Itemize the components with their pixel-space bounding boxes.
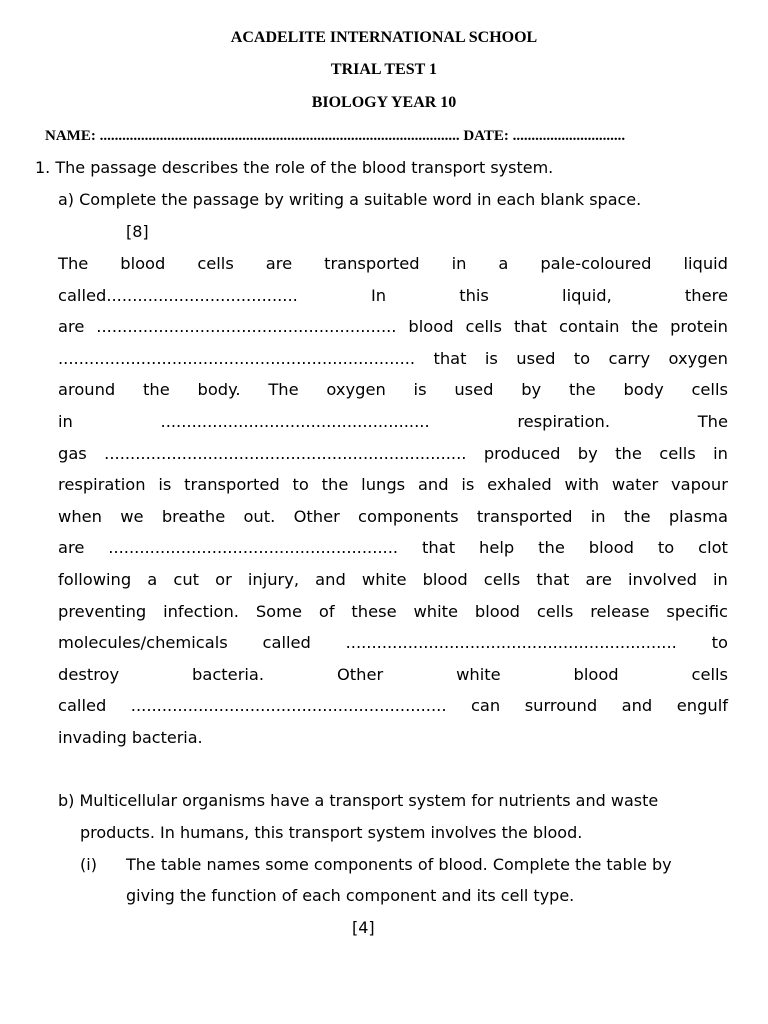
passage-word: the [143,380,170,400]
passage-word: specific [666,601,728,621]
passage-word: in [713,570,728,589]
passage-word: preventing [58,601,147,621]
passage-word: white [456,664,501,684]
passage-word: ..................................................................... [58,348,416,368]
passage-line [58,380,728,399]
question-1-stem: 1. The passage describes the role of the blood transport system. [35,158,554,177]
passage-word: gas [58,443,87,463]
passage-line [58,633,728,652]
passage-word: transported [324,254,420,273]
passage-word: liquid, [562,285,612,305]
passage-word: the [623,506,651,526]
passage-word: vapour [670,475,728,495]
passage-line [58,317,728,336]
passage-word: blood [588,538,634,558]
passage-word: surround [524,696,598,716]
passage-word: molecules/chemicals [58,633,228,653]
passage-word: injury, [247,570,300,589]
passage-word: these [351,601,397,621]
passage-word: a [147,570,158,589]
passage-line [58,665,728,684]
passage-word: can [470,696,501,716]
passage-word: is [461,475,475,495]
passage-word: oxygen [326,380,386,400]
passage-word: in [590,506,606,526]
passage-word: that [433,348,467,368]
passage-word: the [631,317,659,337]
passage-word: carry [608,348,651,368]
passage-word: to [657,538,675,558]
passage-word: .......................................................... [96,317,397,337]
passage-word: are [58,317,85,337]
passage-word: following [58,570,132,589]
passage-word: lungs [361,475,406,495]
passage-word: respiration [58,475,146,495]
passage-word: is [158,475,172,495]
sub-question-line-2: giving the function of each component and its cell type. [126,886,575,905]
passage-word: the [538,538,565,558]
passage-line [58,475,728,494]
passage-line [58,602,728,621]
passage-line [58,570,728,589]
passage-word: are [58,538,85,558]
passage-line [58,286,728,305]
passage-word: cells [536,601,574,621]
passage-word: oxygen [668,348,728,368]
passage-word: to [573,348,591,368]
passage-word: by [577,443,598,463]
part-a-marks: [8] [126,222,149,241]
passage-word: blood [422,570,468,589]
passage-word: or [215,570,232,589]
passage-word: breathe [161,506,226,526]
passage-word: used [454,380,494,400]
passage-word: plasma [668,506,728,526]
passage-word: blood [474,601,520,621]
passage-word: we [120,506,144,526]
part-b-line-1: b) Multicellular organisms have a transport system for nutrients and waste [58,791,659,810]
passage-line [58,538,728,557]
passage-word: blood [573,664,619,684]
passage-word: infection. [163,601,239,621]
passage-word: cut [173,570,200,589]
passage-word: protein [670,317,728,337]
passage-word: are [265,254,293,273]
passage-line [58,444,728,463]
passage-word: The [268,380,299,400]
passage-word: called [58,696,107,716]
passage-line [58,412,728,431]
passage-word: white [361,570,407,589]
passage-word: out. [243,506,276,526]
passage-word: produced [483,443,561,463]
passage-line [58,254,728,273]
passage-word: body [623,380,664,400]
passage-word: blood [120,254,166,273]
part-b-line-2: products. In humans, this transport system involves the blood. [80,823,583,842]
part-a-instruction: a) Complete the passage by writing a suitable word in each blank space. [58,190,642,209]
passage-word: cells [483,570,521,589]
part-b-marks: [4] [352,918,375,937]
passage-word: of [318,601,335,621]
passage-word: bacteria. [192,664,265,684]
passage-word: ................................................................ [345,633,677,653]
passage-word: body. [197,380,241,400]
passage-word: Other [293,506,340,526]
passage-word: around [58,380,116,400]
passage-word: ............................................................. [130,696,447,716]
passage-word: in [451,254,467,273]
passage-word: in [58,412,73,431]
sub-question-label: (i) [80,855,97,874]
passage-word: engulf [676,696,728,716]
passage-word: ........................................................ [108,538,399,558]
passage-word: when [58,506,102,526]
passage-word: cells [465,317,502,337]
passage-word: contain [558,317,620,337]
passage-word: .................................................... [160,412,430,431]
passage-word: blood [408,317,454,337]
passage-word: that [536,570,570,589]
passage-word: cells [691,380,728,400]
passage-word: clot [698,538,728,558]
passage-line [58,696,728,715]
passage-word: ...................................................................... [104,443,467,463]
passage-word: that [513,317,548,337]
passage-word: liquid [683,254,728,273]
passage-word: water [611,475,659,495]
passage-word: is [413,380,427,400]
passage-word: that [422,538,456,558]
passage-word: Other [336,664,384,684]
passage-word: called..................................... [58,285,298,305]
passage-word: with [564,475,600,495]
passage-word: cells [197,254,234,273]
passage-word: a [498,254,509,273]
passage-word: release [590,601,650,621]
passage-word: pale-coloured [540,254,652,273]
passage-word: the [568,380,596,400]
passage-word: Some [255,601,303,621]
passage-word: involved [627,570,697,589]
passage-word: The [697,412,728,431]
passage-word: to [711,633,728,653]
passage-word: The [58,254,89,273]
passage-word: there [684,285,728,305]
passage-word: white [413,601,459,621]
passage-word: this [459,285,489,305]
passage-word: the [615,443,642,463]
passage-word: by [521,380,542,400]
passage-word: and [621,696,653,716]
subject-title: BIOLOGY YEAR 10 [311,94,457,111]
test-title: TRIAL TEST 1 [330,61,438,78]
passage-line [58,507,728,526]
passage-word: components [358,506,459,526]
passage-word: exhaled [487,475,552,495]
passage-line [58,349,728,368]
passage-word: and [417,475,449,495]
name-date-line: NAME: ................................................................................................ DATE: .............................. [45,128,626,144]
passage-word: cells [691,664,728,684]
passage-word: transported [476,506,573,526]
passage-last-line: invading bacteria. [58,728,203,747]
passage-word: respiration. [517,412,611,431]
sub-question-line-1: The table names some components of blood. Complete the table by [126,855,672,874]
passage-word: to [292,475,309,495]
school-name: ACADELITE INTERNATIONAL SCHOOL [230,29,538,46]
passage-word: are [585,570,612,589]
passage-word: called [262,633,311,653]
passage-word: transported [184,475,280,495]
passage-word: cells [659,443,696,463]
passage-word: and [315,570,346,589]
passage-word: the [321,475,349,495]
passage-word: In [370,285,387,305]
passage-word: is [484,348,498,368]
passage-word: help [479,538,515,558]
passage-word: used [516,348,556,368]
passage-word: destroy [58,664,120,684]
passage-word: in [713,443,728,463]
